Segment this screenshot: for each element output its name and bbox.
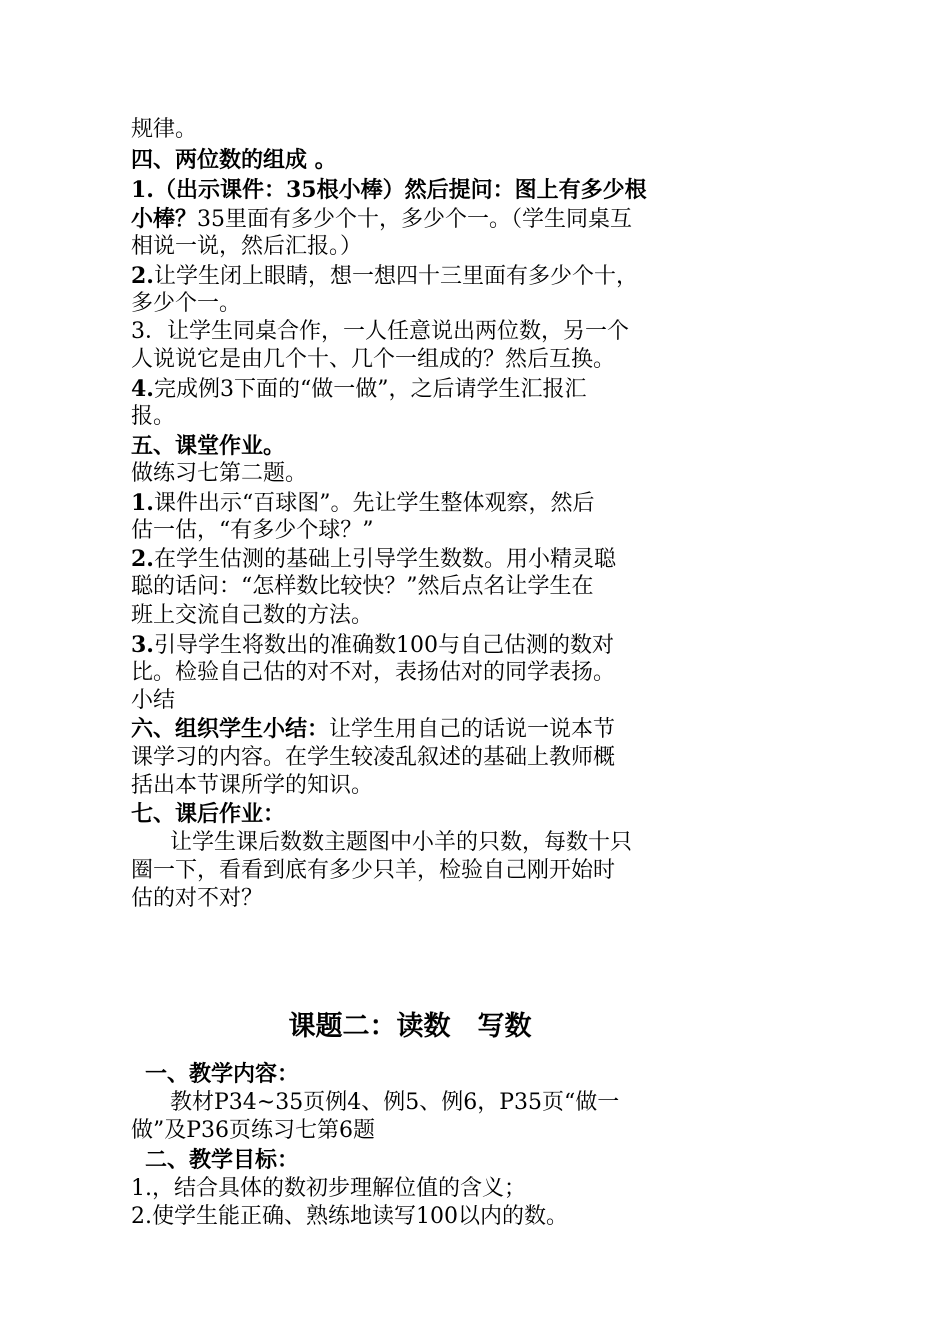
text-line: 规律。 xyxy=(131,117,198,142)
section-heading: 七、课后作业： xyxy=(131,801,286,827)
text-bold: 六、组织学生小结： xyxy=(131,716,330,742)
text-line xyxy=(131,545,616,574)
text-line: 聪的话问：“怎样数比较快？”然后点名让学生在 xyxy=(131,574,594,599)
text-bold: 2. xyxy=(131,546,154,572)
text-line xyxy=(131,631,614,660)
text-line xyxy=(131,262,638,291)
text-line: 括出本节课所学的知识。 xyxy=(131,773,374,798)
section-heading: 五、课堂作业。 xyxy=(131,433,286,459)
text-bold: 小棒？ xyxy=(131,206,198,232)
text-line: 3．让学生同桌合作，一人任意说出两位数，另一个 xyxy=(131,319,629,344)
text-bold: 2. xyxy=(131,263,154,289)
text-line: 做”及P36页练习七第6题 xyxy=(131,1118,376,1143)
text-bold: 3. xyxy=(131,632,154,658)
text-line: 让学生课后数数主题图中小羊的只数，每数十只 xyxy=(170,830,633,855)
text-line xyxy=(131,489,594,518)
text-line xyxy=(131,715,615,744)
text-normal: 让学生闭上眼睛，想一想四十三里面有多少个十， xyxy=(153,264,638,289)
text-normal: 在学生估测的基础上引导学生数数。用小精灵聪 xyxy=(153,547,616,572)
text-normal: 引导学生将数出的准确数100与自己估测的数对 xyxy=(153,633,614,658)
text-line: 1.，结合具体的数初步理解位值的含义； xyxy=(131,1176,526,1201)
text-line: 课学习的内容。在学生较凌乱叙述的基础上教师概 xyxy=(131,745,616,770)
text-normal: 课件出示“百球图”。先让学生整体观察，然后 xyxy=(153,491,595,516)
text-line: 估一估，“有多少个球？” xyxy=(131,518,374,543)
text-line: 做练习七第二题。 xyxy=(131,461,308,486)
text-line: 相说一说，然后汇报。） xyxy=(131,234,363,259)
text-line: 小结 xyxy=(131,688,176,713)
text-line: 人说说它是由几个十、几个一组成的？然后互换。 xyxy=(131,347,616,372)
text-line: 班上交流自己数的方法。 xyxy=(131,603,374,628)
text-normal: 完成例3下面的“做一做”，之后请学生汇报汇 xyxy=(153,377,587,402)
section-heading: 一、教学内容： xyxy=(145,1061,300,1087)
text-line: 圈一下，看看到底有多少只羊，检验自己刚开始时 xyxy=(131,858,616,883)
text-line: 多少个一。 xyxy=(131,291,242,316)
text-line: 1.（出示课件：35根小棒）然后提问：图上有多少根 xyxy=(131,177,647,203)
text-normal: 让学生用自己的话说一说本节 xyxy=(329,717,616,742)
text-line: 2.使学生能正确、熟练地读写100以内的数。 xyxy=(131,1204,568,1229)
text-bold: 4. xyxy=(131,376,154,402)
text-line xyxy=(131,375,586,404)
lesson-title: 课题二：读数 写数 xyxy=(288,1011,532,1042)
text-line: 报。 xyxy=(131,404,176,429)
section-heading: 四、两位数的组成 。 xyxy=(131,147,337,173)
text-line: 教材P34~35页例4、例5、例6，P35页“做一 xyxy=(170,1090,620,1115)
text-line: 比。检验自己估的对不对，表扬估对的同学表扬。 xyxy=(131,660,616,685)
text-line: 估的对不对？ xyxy=(131,886,264,911)
text-normal: 35里面有多少个十，多少个一。（学生同桌互 xyxy=(197,207,633,232)
section-heading: 二、教学目标： xyxy=(145,1147,300,1173)
text-bold: 1. xyxy=(131,490,154,516)
text-line xyxy=(131,205,632,234)
